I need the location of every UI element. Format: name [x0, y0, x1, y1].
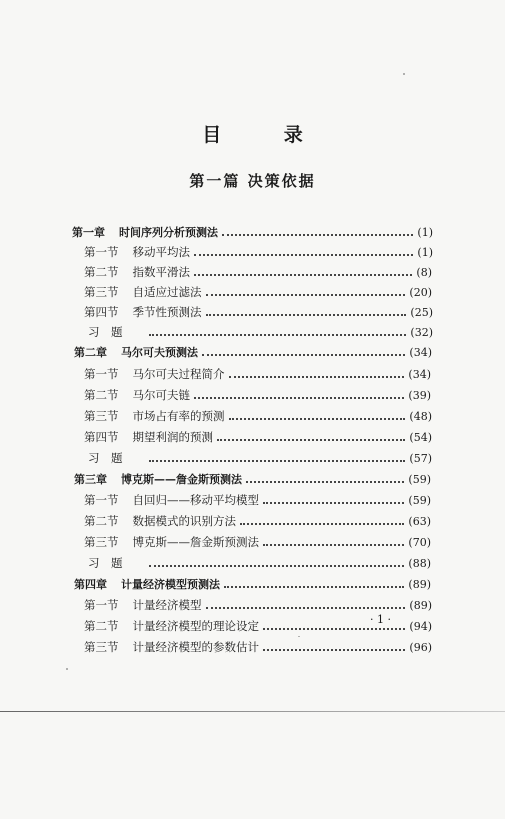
toc-entry-title: 计量经济模型的理论设定	[132, 619, 259, 633]
toc-dot-leader	[263, 543, 404, 546]
toc-dot-leader	[206, 313, 407, 316]
toc-entry-number: 第三章	[74, 473, 107, 486]
toc-entry-number: 第一节	[84, 245, 119, 259]
toc-entry-page: (57)	[409, 451, 432, 465]
toc-dot-leader	[149, 459, 406, 462]
toc-entry-page: (94)	[409, 619, 432, 633]
toc-entry-number: 习 题	[88, 325, 123, 339]
toc-entry-number: 第一节	[84, 367, 119, 381]
toc-entry-number: 第一节	[84, 598, 119, 612]
toc-entry-page: (70)	[408, 535, 431, 549]
toc-entry-title: 计量经济模型的参数估计	[132, 640, 259, 654]
toc-entry-title: 博克斯——詹金斯预测法	[132, 535, 259, 549]
toc-dot-leader	[224, 585, 404, 588]
toc-entry-page: (59)	[408, 493, 431, 507]
page-title: 目 录	[202, 124, 331, 146]
toc-entry-number: 第三节	[84, 285, 119, 299]
toc-dot-leader	[194, 273, 412, 276]
toc-entry-number: 第三节	[84, 535, 119, 549]
toc-entry-number: 习 题	[88, 451, 123, 465]
toc-entry-title: 指数平滑法	[132, 265, 190, 279]
toc-entry-chapter	[72, 222, 433, 242]
toc-entry-section	[84, 511, 431, 531]
scan-edge-line	[0, 711, 505, 712]
toc-entry-title: 期望利润的预测	[132, 430, 213, 444]
toc-entry-section	[84, 637, 432, 657]
toc-entry-page: (89)	[408, 577, 431, 591]
toc-dot-leader	[222, 233, 413, 236]
toc-entry-number: 第二节	[84, 514, 119, 528]
toc-entry-number: 第二节	[84, 388, 119, 402]
toc-entry-title: 时间序列分析预测法	[119, 226, 218, 239]
toc-entry-page: (25)	[410, 305, 433, 319]
toc-entry-title: 马尔可夫预测法	[121, 346, 198, 359]
scan-speck	[403, 73, 405, 75]
toc-entry-number: 第四节	[84, 430, 119, 444]
toc-dot-leader	[206, 606, 406, 609]
toc-entry-title: 数据模式的识别方法	[132, 514, 236, 528]
toc-entry-number: 第二章	[74, 346, 107, 359]
toc-entry-section	[84, 364, 431, 384]
toc-dot-leader	[263, 648, 405, 651]
toc-entry-section	[84, 427, 432, 447]
toc-entry-number: 第三节	[84, 409, 119, 423]
toc-dot-leader	[194, 253, 413, 256]
toc-dot-leader	[229, 417, 406, 420]
toc-entry-exercise	[88, 322, 433, 342]
toc-entry-title: 移动平均法	[132, 245, 190, 259]
toc-dot-leader	[263, 501, 404, 504]
toc-dot-leader	[240, 522, 404, 525]
toc-entry-page: (88)	[408, 556, 431, 570]
toc-entry-number: 第二节	[84, 265, 119, 279]
toc-entry-title: 自适应过滤法	[132, 285, 202, 299]
toc-entry-page: (34)	[408, 367, 431, 381]
toc-entry-number: 第四章	[74, 578, 107, 591]
toc-dot-leader	[206, 293, 406, 296]
toc-entry-title: 计量经济模型	[132, 598, 202, 612]
toc-entry-exercise	[88, 448, 432, 468]
toc-entry-number: 第三节	[84, 640, 119, 654]
toc-entry-chapter	[74, 574, 431, 594]
toc-entry-section	[84, 262, 432, 282]
toc-dot-leader	[149, 564, 405, 567]
page-number: · 1 ·	[370, 613, 391, 626]
toc-dot-leader	[194, 396, 404, 399]
toc-dot-leader	[246, 480, 404, 483]
toc-entry-page: (96)	[409, 640, 432, 654]
toc-dot-leader	[202, 353, 405, 356]
toc-entry-page: (32)	[410, 325, 433, 339]
toc-entry-page: (59)	[408, 472, 431, 486]
toc-entry-section	[84, 385, 431, 405]
toc-entry-page: (1)	[417, 245, 433, 259]
toc-entry-number: 第二节	[84, 619, 119, 633]
toc-entry-page: (54)	[409, 430, 432, 444]
toc-entry-page: (89)	[409, 598, 432, 612]
toc-entry-exercise	[88, 553, 431, 573]
toc-entry-number: 第一节	[84, 493, 119, 507]
toc-entry-title: 自回归——移动平均模型	[132, 493, 259, 507]
toc-entry-title: 市场占有率的预测	[132, 409, 225, 423]
scan-speck	[66, 668, 68, 670]
toc-entry-page: (34)	[409, 345, 432, 359]
toc-entry-page: (63)	[408, 514, 431, 528]
toc-entry-title: 马尔可夫链	[132, 388, 190, 402]
toc-entry-page: (39)	[408, 388, 431, 402]
toc-entry-section	[84, 302, 433, 322]
scan-speck	[298, 636, 300, 637]
toc-entry-page: (48)	[409, 409, 432, 423]
toc-entry-section	[84, 406, 432, 426]
toc-entry-title: 马尔可夫过程简介	[132, 367, 225, 381]
toc-entry-page: (8)	[416, 265, 432, 279]
toc-entry-title: 博克斯——詹金斯预测法	[121, 473, 242, 486]
toc-entry-number: 第四节	[84, 305, 119, 319]
part-title: 第一篇 决策依据	[189, 172, 316, 190]
toc-dot-leader	[149, 333, 407, 336]
toc-entry-number: 习 题	[88, 556, 123, 570]
toc-entry-page: (1)	[417, 225, 433, 239]
toc-entry-page: (20)	[409, 285, 432, 299]
toc-entry-section	[84, 532, 431, 552]
toc-entry-section	[84, 242, 433, 262]
toc-dot-leader	[229, 375, 405, 378]
toc-entry-section	[84, 490, 431, 510]
toc-entry-title: 季节性预测法	[132, 305, 202, 319]
toc-entry-chapter	[74, 342, 432, 362]
toc-entry-chapter	[74, 469, 431, 489]
toc-entry-section	[84, 595, 432, 615]
toc-dot-leader	[217, 438, 405, 441]
toc-entry-number: 第一章	[72, 226, 105, 239]
toc-dot-leader	[263, 627, 405, 630]
toc-entry-title: 计量经济模型预测法	[121, 578, 220, 591]
toc-entry-section	[84, 282, 432, 302]
